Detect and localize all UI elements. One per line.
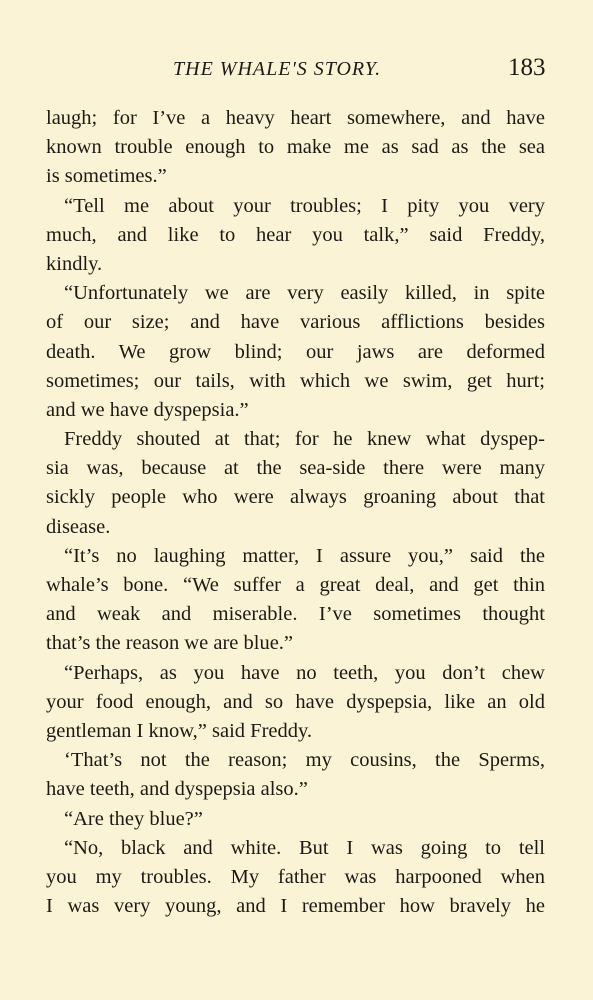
text-line: is sometimes.” <box>46 165 167 188</box>
text-line: gentleman I know,” said Freddy. <box>46 719 313 742</box>
text-line: ‘That’s not the reason; my cousins, the Sperms, <box>64 749 545 772</box>
text-line: you my troubles. My father was harpooned when <box>46 865 545 888</box>
text-line: “Are they blue?” <box>64 807 203 830</box>
text-line: much, and like to hear you talk,” said Freddy, <box>46 223 545 246</box>
text-line: laugh; for I’ve a heavy heart somewhere, and have <box>46 107 545 129</box>
text-line: sia was, because at the sea-side there were many <box>46 457 545 480</box>
text-line: and we have dyspepsia.” <box>46 398 249 421</box>
text-line: sometimes; our tails, with which we swim, get hurt; <box>46 369 545 392</box>
text-line: that’s the reason we are blue.” <box>46 632 294 655</box>
text-line: your food enough, and so have dyspepsia, like an old <box>46 690 545 713</box>
text-line: “Tell me about your troubles; I pity you very <box>64 194 545 217</box>
text-line: “Unfortunately we are very easily killed, in spite <box>64 282 545 305</box>
text-line: “Perhaps, as you have no teeth, you don’t chew <box>64 661 545 684</box>
text-line: kindly. <box>46 252 103 275</box>
text-line: have teeth, and dyspepsia also.” <box>46 778 308 801</box>
text-line: “It’s no laughing matter, I assure you,” said the <box>64 544 545 567</box>
text-line: of our size; and have various afflictions besides <box>46 311 545 334</box>
text-line: whale’s bone. “We suffer a great deal, and get thin <box>46 574 545 596</box>
text-line: and weak and miserable. I’ve sometimes thought <box>46 603 545 626</box>
text-line: death. We grow blind; our jaws are deformed <box>46 340 545 363</box>
page-number: 183 <box>508 54 546 81</box>
page-header <box>0 54 593 88</box>
text-line: known trouble enough to make me as sad as the sea <box>46 136 545 159</box>
text-line: “No, black and white. But I was going to tell <box>64 836 545 859</box>
text-line: Freddy shouted at that; for he knew what dyspep- <box>64 428 545 451</box>
text-line: I was very young, and I remember how bravely he <box>46 895 545 918</box>
body-text <box>46 104 545 921</box>
text-line: sickly people who were always groaning about that <box>46 486 545 509</box>
text-line: disease. <box>46 515 111 538</box>
running-title: THE WHALE'S STORY. <box>173 58 382 80</box>
